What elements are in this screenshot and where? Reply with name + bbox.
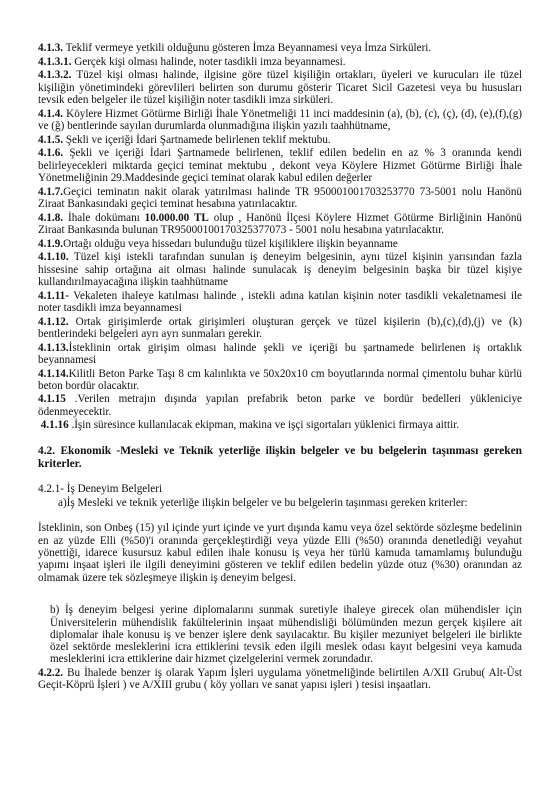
clause-number: 4.1.6.	[38, 147, 64, 160]
clause-text: .İşin süresince kullanılacak ekipman, makina ve işçi sigortaları yüklenici firmaya aittir.	[71, 419, 460, 432]
spacer	[38, 585, 522, 597]
spacer	[38, 510, 522, 522]
clause-text: .Verilen metrajın dışında yapılan prefabrik beton parke ve bordür bedelleri yükleniciye ödenmeyecektir.	[38, 393, 523, 418]
paragraph-4-1-12	[38, 316, 522, 341]
paragraph-4-1-3	[38, 42, 522, 54]
paragraph-4-1-5	[38, 134, 522, 146]
spacer	[38, 433, 522, 445]
clause-number: 4.1.14.	[38, 367, 69, 380]
clause-number: 4.1.13.	[38, 341, 69, 354]
clause-text: Tüzel kişi istekli tarafından sunulan iş deneyim belgesinin, aynı tüzel kişinin yarısından fazla hissesine sahip ortağına ait olması halinde sunulacak iş deneyim belgesinin başka bir tüzel kişiye kullandırılmayacağına ilişkin taahhütname	[38, 251, 522, 288]
paragraph-4-1-10	[38, 251, 522, 288]
clause-number: 4.1.12.	[38, 315, 69, 328]
paragraph-4-1-15	[38, 393, 522, 418]
clause-number: 4.1.3.1.	[38, 55, 72, 68]
clause-number: 4.1.10.	[38, 251, 69, 264]
spacer	[38, 471, 522, 483]
clause-text: Şekli ve içeriği İdari Şartnamede belirlenen teklif mektubu.	[63, 133, 331, 146]
clause-text-continued: olup , Hanönü İlçesi Köylere Hizmet Götürme Birliğinin Hanönü Ziraat Bankasında bulunan TR95000100170325377073 - 5001 nolu hesabına yatırılacaktır.	[38, 211, 522, 236]
clause-number: 4.1.16	[40, 419, 72, 432]
paragraph-4-1-9	[38, 238, 522, 250]
paragraph-4-1-16	[38, 419, 522, 431]
paragraph-b-diplomas: b) İş deneyim belgesi yerine diplomalarını sunmak suretiyle ihaleye girecek olan mühendisler için Üniversitelerin mühendislik fakültelerinin inşaat mühendisliği bölümünden mezun gerçek kişilere ait diplomalar ihale konusu iş ve benzer işlere denk sayılacaktır. Bu kişiler mezuniyet belgeleri ile birlikte özel sektörde mesleklerini icra ettiklerini tevsik eden ilgili meslek odası kayıt belgesini veya kamuda mesleklerini icra ettiklerine dair hizmet çizelgelerini vermek zorundadır.	[50, 604, 522, 666]
clause-text: İhale dokümanı	[63, 211, 145, 224]
clause-number: 4.1.15	[38, 393, 75, 406]
clause-number: 4.1.3.	[38, 42, 64, 54]
subheading-4-2-1-a: a)İş Mesleki ve teknik yeterliğe ilişkin belgeler ve bu belgelerin taşınması gereken kriterler:	[58, 496, 468, 509]
paragraph-4-1-3-1	[38, 56, 522, 68]
paragraph-4-2-2	[38, 667, 522, 692]
clause-text: Kilitli Beton Parke Taşı 8 cm kalınlıkta ve 50x20x10 cm boyutlarında normal çimentolu buhar kürlü beton bordür olacaktır.	[38, 367, 522, 392]
clause-number: 4.1.7.	[38, 185, 64, 198]
paragraph-4-1-13	[38, 342, 522, 367]
clause-text: Geçici teminatın nakit olarak yatırılması halinde TR 950001001703253770 73-5001 nolu Hanönü Ziraat Bankasındaki geçici teminat hesabına yatırılacaktır.	[38, 185, 522, 210]
clause-number: 4.1.11-	[38, 289, 69, 302]
paragraph-4-1-8	[38, 212, 522, 237]
clause-text: Gerçek kişi olması halinde, noter tasdikli imza beyannamesi.	[71, 55, 346, 68]
clause-text: Teklif vermeye yetkili olduğunu gösteren İmza Beyannamesi veya İmza Sirküleri.	[63, 42, 432, 54]
paragraph-4-1-7	[38, 186, 522, 211]
paragraph-4-1-6	[38, 147, 522, 184]
paragraph-experience: İsteklinin, son Onbeş (15) yıl içinde yurt içinde ve yurt dışında kamu veya özel sektörde sözleşme bedelinin en az yüzde Elli (%50)'i oranında gerçekleştirdiği veya yüzde Elli (%50) oranında denetlediği veyahut yönettiği, idarece kusursuz kabul edilen ihale konusu iş veya her türlü kamuda tamamlamış bulunduğu yapımı inşaat işleri ile ilgili deneyimini gösteren ve teklif edilen bedelin yüzde otuz (%30) oranından az olmamak üzere tek sözleşmeye ilişkin iş deneyim belgesi.	[38, 522, 522, 584]
document-price: 10.000.00 TL	[144, 211, 209, 224]
paragraph-4-1-3-2	[38, 69, 522, 106]
subheading-4-2-1: 4.2.1- İş Deneyim Belgeleri	[38, 482, 163, 495]
clause-number: 4.1.4.	[38, 107, 64, 120]
paragraph-4-1-4	[38, 108, 522, 133]
paragraph-4-1-14	[38, 368, 522, 393]
clause-text: Tüzel kişi olması halinde, ilgisine göre tüzel kişiliğin ortakları, üyeleri ve kurucuları ile tüzel kişiliğin yönetimindeki görevlileri belirten son durumu gösterir Ticaret Sicil Gazetesi veya bu hususları tevsik eden belgeler ile tüzel kişiliğin noter tasdikli imza sirküleri.	[38, 69, 522, 106]
paragraph-4-1-11	[38, 290, 522, 315]
clause-text: İsteklinin ortak girişim olması halinde şekli ve içeriği bu şartnamede belirlenen iş ortaklık beyannamesi	[38, 341, 522, 366]
clause-number: 4.2.2.	[38, 667, 64, 680]
clause-number: 4.1.8.	[38, 211, 64, 224]
clause-number: 4.1.3.2.	[38, 69, 72, 82]
clause-number: 4.1.5.	[38, 133, 64, 146]
clause-text: Köylere Hizmet Götürme Birliği İhale Yönetmeliği 11 inci maddesinin (a), (b), (c), (ç), (d), (e),(f),(g) ve (ğ) bentlerinde sayılan durumlarda olunmadığına ilişkin yazılı taahhütname,	[38, 107, 522, 132]
clause-text: Ortağı olduğu veya hissedarı bulunduğu tüzel kişiliklere ilişkin beyanname	[63, 237, 398, 250]
clause-text: Ortak girişimlerde ortak girişimleri oluşturan gerçek ve tüzel kişilerin (b),(c),(d),(j) ve (k) bentlerindeki belgeleri ayrı ayrı sunmaları gerekir.	[38, 315, 522, 340]
clause-number: 4.1.9.	[38, 237, 64, 250]
clause-text: Şekli ve içeriği İdari Şartnamede belirlenen, teklif edilen bedelin en az % 3 oranında kendi belirleyecekleri miktarda geçici teminat mektubu , dekont veya Köylere Hizmet Götürme Birliği İhale Yönetmeliğinin 29.Maddesinde geçici teminat olarak kabul edilen değerler	[38, 147, 522, 184]
clause-text: Bu İhalede benzer iş olarak Yapım İşleri uygulama yönetmeliğinde belirtilen A/XII Grubu( Alt-Üst Geçit-Köprü İşleri ) ve A/XIII grubu ( köy yolları ve sanat yapısı işleri ) tesisi inşaatları.	[38, 667, 522, 692]
spacer	[38, 597, 522, 604]
section-heading-4-2: 4.2. Ekonomik -Mesleki ve Teknik yeterliğe ilişkin belgeler ve bu belgelerin taşınması gereken kriterler.	[38, 445, 522, 470]
clause-text: Vekaleten ihaleye katılması halinde , istekli adına katılan kişinin noter tasdikli vekaletnamesi ile noter tasdikli imza beyannamesi	[38, 289, 522, 314]
